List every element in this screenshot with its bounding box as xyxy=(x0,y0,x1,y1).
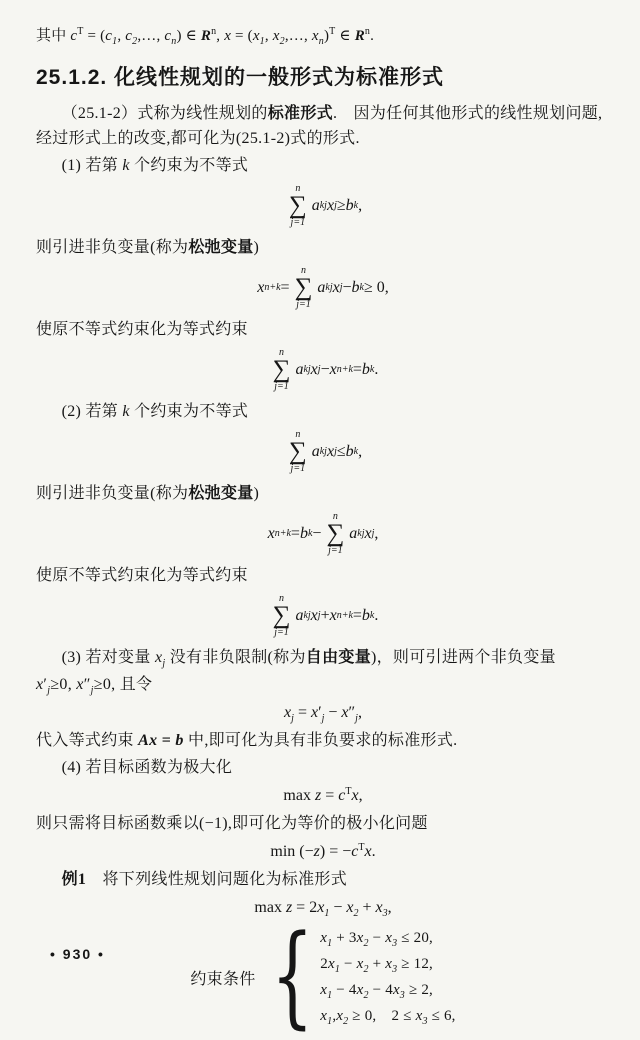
intro-paragraph: （25.1-2）式称为线性规划的标准形式. 因为任何其他形式的线性规划问题,经过形式上的改变,都可化为(25.1-2)式的形式. xyxy=(36,105,603,147)
left-brace: { xyxy=(270,912,314,1040)
constraint-line: $x_1 + 3x_2 - x_3 \le 20$, xyxy=(320,930,433,949)
slack-variable-note-1: 则引进非负变量(称为松弛变量) xyxy=(36,239,260,256)
item-3-continued: $x'_j\ge 0$, $x''_j\ge 0$, 且令 xyxy=(36,676,153,696)
intro-formula: 其中 $c^T = (c_1$, $c_2,\dots$, $c_n$) ∈ $R^n$, $x = (x_1$, $x_2,\dots$, $x_n)^T$ ∈ $R^n$. xyxy=(36,26,375,47)
constraint-system xyxy=(36,912,610,1040)
formula-slack-def-2: x n+k = b k − n ∑ j=1 a kj x j , xyxy=(267,511,379,556)
equality-note-1: 使原不等式约束化为等式约束 xyxy=(36,321,248,338)
formula-equality-2: n ∑ j=1 a kj x j + x n+k = b k . xyxy=(272,593,379,638)
formula-free-variable-split: $x_j = x'_j - x''_j$, xyxy=(284,704,362,724)
slack-variable-note-2: 则引进非负变量(称为松弛变量) xyxy=(36,485,260,502)
formula-example-objective: $\max z = 2x_1 - x_2 + x_3$, xyxy=(254,899,392,919)
constraint-lines xyxy=(320,925,455,1029)
example-heading: 例1 将下列线性规划问题化为标准形式 xyxy=(61,871,348,888)
item-3-text: (3) 若对变量 $x_j$ 没有非负限制(称为自由变量)，则可引进两个非负变量 xyxy=(61,649,556,669)
item-1-text: (1) 若第 k 个约束为不等式 xyxy=(61,157,249,174)
equality-note-2: 使原不等式约束化为等式约束 xyxy=(36,567,248,584)
formula-slack-def-1: x n+k = n ∑ j=1 a kj x j − b k ≥ 0, xyxy=(257,265,389,310)
substitute-note: 代入等式约束 Ax = b 中,即可化为具有非负要求的标准形式. xyxy=(36,732,458,749)
formula-equality-1: n ∑ j=1 a kj x j − x n+k = b k . xyxy=(272,347,379,392)
formula-constraint-leq: n ∑ j=1 a kj x j ≤ b k , xyxy=(288,429,363,474)
item-2-text: (2) 若第 k 个约束为不等式 xyxy=(61,403,249,420)
constraint-line: $x_1 - 4x_2 - 4x_3 \ge 2$, xyxy=(320,982,433,1001)
constraint-label: 约束条件 xyxy=(190,970,256,988)
minimize-note: 则只需将目标函数乘以(−1),即可化为等价的极小化问题 xyxy=(36,815,428,832)
page-number: • 930 • xyxy=(50,946,105,962)
section-heading: 25.1.2. 化线性规划的一般形式为标准形式 xyxy=(36,66,445,89)
item-4-text: (4) 若目标函数为极大化 xyxy=(61,759,233,776)
formula-max-objective: $\max z = c^Tx$, xyxy=(283,786,363,804)
formula-constraint-geq: n ∑ j=1 a kj x j ≥ b k , xyxy=(288,183,363,228)
formula-min-objective: $\min (-z) = -c^Tx$. xyxy=(270,842,376,860)
constraint-line: $2x_1 - x_2 + x_3 \ge 12$, xyxy=(320,956,433,975)
constraint-line: $x_1,x_2 \ge 0$, $2 \le x_3 \le 6$, xyxy=(320,1008,456,1027)
